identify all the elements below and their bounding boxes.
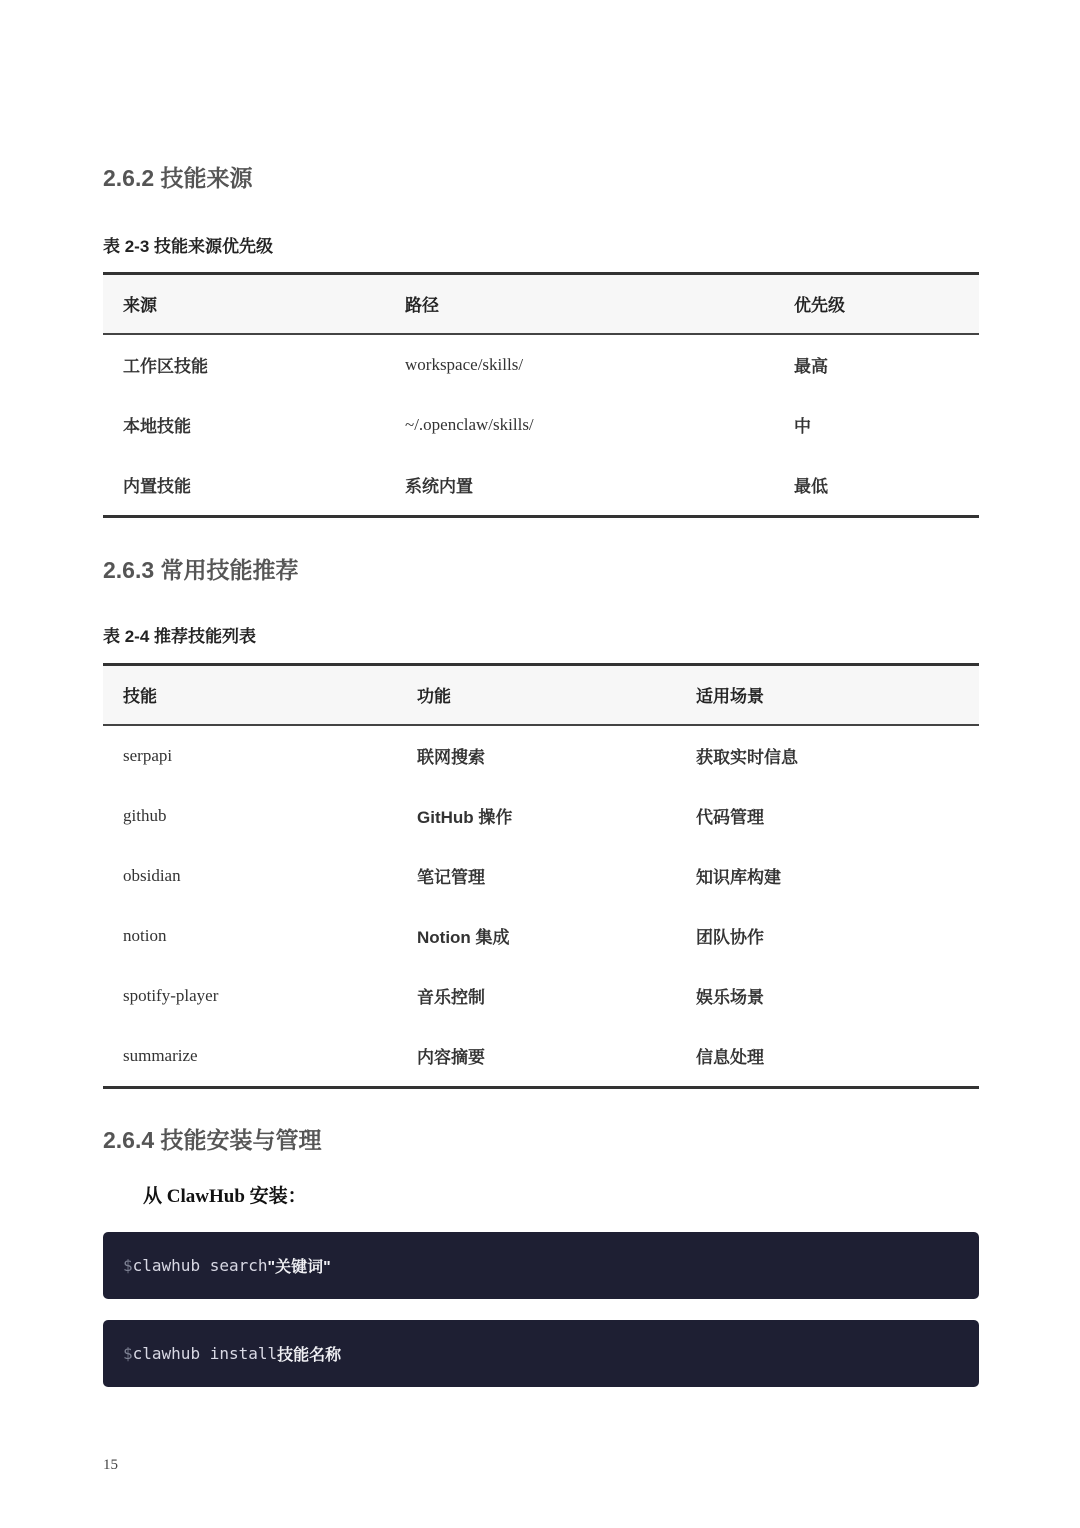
table-cell-skill: notion [123, 925, 167, 945]
install-from-clawhub-label [143, 1181, 307, 1208]
table-row [103, 395, 979, 455]
table-cell-scenario: 知识库构建 [696, 868, 781, 887]
table-cell-priority: 中 [794, 417, 811, 436]
lead-suffix: 安装： [249, 1186, 307, 1207]
recommended-skills-table [103, 663, 979, 1089]
table-cell-skill: serpapi [123, 745, 173, 765]
lead-clawhub: ClawHub [162, 1186, 250, 1207]
table-cell-scenario: 团队协作 [696, 928, 764, 947]
table-cell-priority: 最高 [794, 357, 828, 376]
table-cell-source: 本地技能 [123, 417, 191, 436]
table-cell-scenario: 娱乐场景 [696, 988, 764, 1007]
table-header-row [103, 665, 979, 725]
table-cell-priority: 最低 [794, 477, 828, 496]
shell-prompt: $ [123, 1344, 133, 1363]
table-cell-function: 联网搜索 [417, 748, 485, 767]
table-cell-skill: summarize [123, 1045, 198, 1065]
table-row [103, 455, 979, 517]
column-header-source: 来源 [123, 296, 157, 316]
table-cell-source: 工作区技能 [123, 357, 208, 376]
table-cell-path: workspace/skills/ [405, 354, 524, 374]
page-number: 15 [103, 1457, 118, 1473]
table-cell-skill: github [123, 805, 167, 825]
table-row [103, 786, 979, 846]
shell-prompt: $ [123, 1256, 133, 1275]
table-cell-skill: spotify-player [123, 985, 219, 1005]
code-argument: "关键词" [267, 1259, 331, 1276]
section-heading-2-6-2: 2.6.2 技能来源 [103, 165, 253, 191]
lead-prefix: 从 [143, 1186, 163, 1207]
table-caption-2-4: 表 2-4 推荐技能列表 [103, 627, 257, 646]
table-row [103, 334, 979, 395]
section-heading-2-6-4: 2.6.4 技能安装与管理 [103, 1127, 322, 1153]
column-header-priority: 优先级 [794, 296, 845, 316]
table-cell-path: 系统内置 [405, 477, 473, 496]
code-block-install [103, 1320, 979, 1387]
table-cell-scenario: 信息处理 [696, 1048, 764, 1067]
table-row [103, 725, 979, 786]
document-page [103, 0, 979, 1528]
column-header-path: 路径 [405, 296, 439, 316]
table-cell-source: 内置技能 [123, 477, 191, 496]
table-row [103, 1026, 979, 1088]
table-cell-scenario: 获取实时信息 [696, 748, 798, 767]
table-cell-function: 笔记管理 [417, 868, 485, 887]
table-cell-function: Notion 集成 [417, 928, 510, 947]
table-row [103, 846, 979, 906]
column-header-skill: 技能 [123, 687, 157, 707]
table-cell-function: 内容摘要 [417, 1048, 485, 1067]
code-command: clawhub search [132, 1256, 268, 1275]
code-block-search [103, 1232, 979, 1299]
table-cell-function: GitHub 操作 [417, 808, 513, 827]
section-heading-2-6-3: 2.6.3 常用技能推荐 [103, 557, 299, 583]
table-cell-scenario: 代码管理 [696, 808, 764, 827]
table-row [103, 906, 979, 966]
table-caption-2-3: 表 2-3 技能来源优先级 [103, 237, 274, 256]
table-header-row [103, 274, 979, 334]
column-header-function: 功能 [417, 687, 451, 707]
skill-source-priority-table [103, 272, 979, 518]
table-row [103, 966, 979, 1026]
table-cell-skill: obsidian [123, 865, 181, 885]
table-cell-path: ~/.openclaw/skills/ [405, 414, 534, 434]
table-cell-function: 音乐控制 [417, 988, 485, 1007]
code-argument: 技能名称 [277, 1347, 342, 1364]
code-command: clawhub install [132, 1344, 278, 1363]
column-header-scenario: 适用场景 [696, 687, 764, 707]
